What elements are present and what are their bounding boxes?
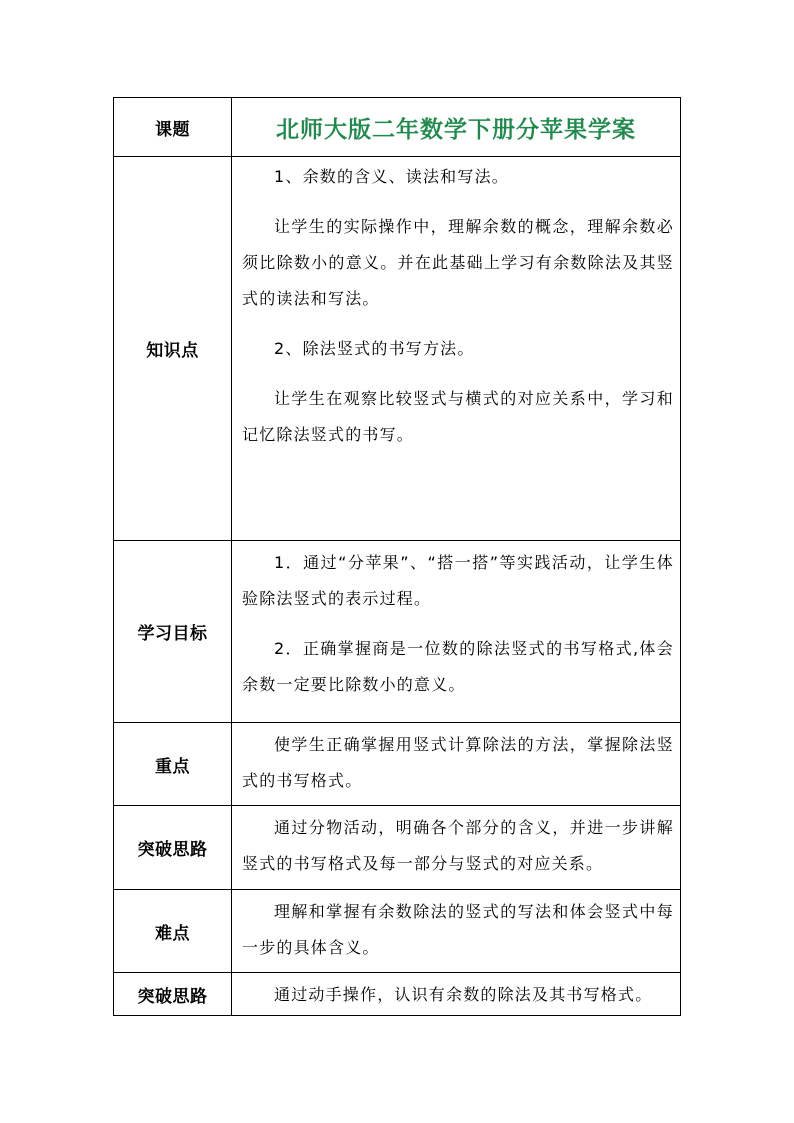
key-point-row bbox=[114, 723, 681, 806]
breakthrough-label-1: 突破思路 bbox=[114, 806, 232, 890]
topic-label: 课题 bbox=[114, 98, 232, 157]
knowledge-point-1-detail: 让学生的实际操作中，理解余数的概念，理解余数必须比除数小的意义。并在此基础上学习有余数除法及其竖式的读法和写法。 bbox=[242, 217, 674, 308]
difficulty-row bbox=[114, 890, 681, 973]
knowledge-point-2: 2、除法竖式的书写方法。 bbox=[274, 339, 475, 358]
knowledge-row bbox=[114, 157, 681, 541]
difficulty-content bbox=[232, 890, 681, 973]
breakthrough-content-1 bbox=[232, 806, 681, 890]
difficulty-text: 理解和掌握有余数除法的竖式的写法和体会竖式中每一步的具体含义。 bbox=[242, 902, 674, 957]
knowledge-label: 知识点 bbox=[114, 157, 232, 541]
breakthrough-text-1: 通过分物活动，明确各个部分的含义，并进一步讲解竖式的书写格式及每一部分与竖式的对应关系。 bbox=[242, 818, 674, 873]
breakthrough-text-2: 通过动手操作，认识有余数的除法及其书写格式。 bbox=[274, 985, 653, 1004]
key-point-content bbox=[232, 723, 681, 806]
title-row bbox=[114, 98, 681, 157]
breakthrough-row-1 bbox=[114, 806, 681, 890]
difficulty-label: 难点 bbox=[114, 890, 232, 973]
breakthrough-row-2 bbox=[114, 973, 681, 1016]
breakthrough-label-2: 突破思路 bbox=[114, 973, 232, 1016]
key-point-text: 使学生正确掌握用竖式计算除法的方法，掌握除法竖式的书写格式。 bbox=[242, 735, 674, 790]
knowledge-point-2-detail: 让学生在观察比较竖式与横式的对应关系中，学习和记忆除法竖式的书写。 bbox=[242, 389, 674, 444]
knowledge-content bbox=[232, 157, 681, 541]
goals-label: 学习目标 bbox=[114, 541, 232, 723]
lesson-plan-table bbox=[113, 97, 681, 1016]
goal-1: 1．通过“分苹果”、“搭一搭”等实践活动，让学生体验除法竖式的表示过程。 bbox=[242, 553, 674, 608]
title-cell bbox=[232, 98, 681, 157]
goal-2: 2．正确掌握商是一位数的除法竖式的书写格式,体会余数一定要比除数小的意义。 bbox=[242, 639, 674, 694]
document-title: 北师大版二年数学下册分苹果学案 bbox=[276, 116, 636, 143]
goals-row bbox=[114, 541, 681, 723]
breakthrough-content-2 bbox=[232, 973, 681, 1016]
goals-content bbox=[232, 541, 681, 723]
key-point-label: 重点 bbox=[114, 723, 232, 806]
knowledge-point-1: 1、余数的含义、读法和写法。 bbox=[274, 167, 509, 186]
